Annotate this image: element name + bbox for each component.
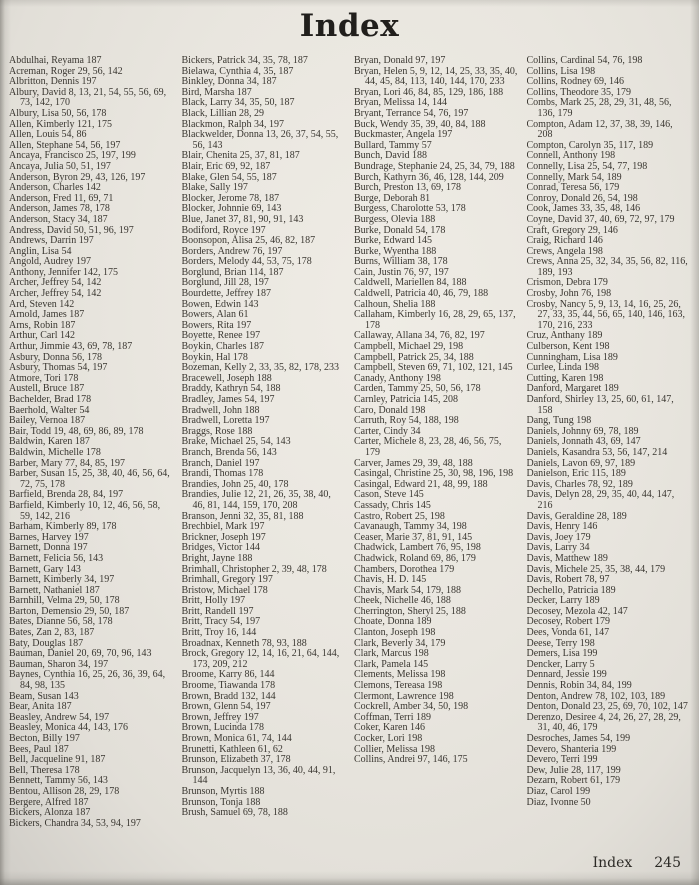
- index-entry: Brandies, John 25, 40, 178: [181, 478, 289, 490]
- index-entry: Decosey, Robert 179: [526, 616, 610, 628]
- index-entry: Callaway, Allana 34, 76, 82, 197: [354, 330, 485, 342]
- index-entry: Blair, Eric 69, 92, 187: [181, 160, 271, 172]
- index-entry: Connell, Anthony 198: [526, 150, 616, 162]
- index-entry: Bentou, Allison 28, 29, 178: [9, 785, 120, 797]
- index-entry: Black, Lillian 28, 29: [181, 107, 264, 119]
- index-entry: Brunson, Elizabeth 37, 178: [181, 754, 291, 766]
- index-entry: Compton, Carolyn 35, 117, 189: [526, 139, 654, 151]
- index-entry: Burge, Deborah 81: [354, 192, 431, 204]
- index-entry: Calhoun, Shelia 188: [354, 298, 436, 310]
- index-entry: Ancaya, Francisco 25, 197, 199: [9, 150, 136, 162]
- index-entry: Burch, Kathyrn 36, 46, 128, 144, 209: [354, 171, 504, 183]
- index-entry: Brunetti, Kathleen 61, 62: [181, 743, 283, 755]
- index-entry: Carter, Michele 8, 23, 28, 46, 56, 75, 179: [354, 436, 502, 458]
- index-entry: Campbell, Steven 69, 71, 102, 121, 145: [354, 362, 513, 374]
- index-entry: Daniels, Jonnath 43, 69, 147: [526, 436, 641, 448]
- index-entry: Danford, Shirley 13, 25, 60, 61, 147, 158: [526, 394, 674, 416]
- page-footer: [593, 855, 681, 871]
- index-entry: Collins, Lisa 198: [526, 65, 596, 77]
- index-entry: Clemons, Tereasa 198: [354, 680, 443, 692]
- index-entry: Chavis, Mark 54, 179, 188: [354, 584, 461, 596]
- index-entry: Broome, Karry 86, 144: [181, 669, 275, 681]
- index-entry: Derenzo, Desiree 4, 24, 26, 27, 28, 29, 31, 40, 46, 179: [526, 711, 681, 734]
- index-entry: Carver, James 29, 39, 48, 188: [354, 457, 473, 469]
- index-entry: Barnett, Nathaniel 187: [9, 584, 100, 596]
- index-entry: Brush, Samuel 69, 78, 188: [181, 807, 288, 819]
- index-entry: Anderson, Byron 29, 43, 126, 197: [9, 171, 146, 183]
- index-entry: Bowen, Edwin 143: [181, 298, 259, 310]
- index-entry: Anderson, James 78, 178: [9, 203, 110, 215]
- index-entry: Bryant, Terrance 54, 76, 197: [354, 107, 469, 119]
- index-entry: Canady, Anthony 198: [354, 372, 441, 384]
- index-entry: Anglin, Lisa 54: [9, 245, 72, 257]
- footer-section-label: Index: [592, 855, 633, 871]
- index-entry: Davis, Michele 25, 35, 38, 44, 179: [526, 563, 666, 575]
- index-entry: Culberson, Kent 198: [526, 341, 610, 353]
- index-column-3: [354, 56, 518, 845]
- index-entry: Asbury, Thomas 54, 197: [9, 362, 108, 374]
- index-entry: Bryan, Melissa 14, 144: [354, 97, 448, 109]
- index-entry: Broome, Tiawanda 178: [181, 680, 276, 692]
- index-entry: Collier, Melissa 198: [354, 743, 435, 755]
- index-entry: Burke, Edward 145: [354, 235, 433, 247]
- index-entry: Combs, Mark 25, 28, 29, 31, 48, 56, 136, 179: [526, 97, 672, 119]
- index-entry: Becton, Billy 197: [9, 733, 80, 744]
- index-entry: Barnett, Felicia 56, 143: [9, 552, 104, 564]
- index-entry: Burch, Preston 13, 69, 178: [354, 182, 461, 194]
- index-entry: Borglund, Jill 28, 197: [181, 277, 269, 289]
- index-entry: Carnley, Patricia 145, 208: [354, 394, 459, 405]
- index-entry: Albury, Lisa 50, 56, 178: [9, 107, 107, 119]
- index-entry: Diaz, Carol 199: [526, 785, 591, 797]
- index-entry: Carter, Cindy 34: [354, 425, 421, 437]
- index-entry: Caro, Donald 198: [354, 404, 426, 416]
- index-entry: Baldwin, Karen 187: [9, 436, 90, 448]
- index-entry: Bridges, Victor 144: [181, 542, 260, 554]
- index-entry: Borders, Andrew 76, 197: [181, 245, 283, 257]
- index-entry: Crosby, John 76, 198: [526, 288, 612, 300]
- index-entry: Cruz, Anthany 189: [526, 330, 603, 342]
- index-entry: Dees, Vonda 61, 147: [526, 627, 610, 639]
- index-entry: Crismon, Debra 179: [526, 277, 608, 289]
- index-entry: Davis, Joey 179: [526, 531, 591, 543]
- index-entry: Clark, Marcus 198: [354, 648, 429, 660]
- index-entry: Barnhill, Velma 29, 50, 178: [9, 595, 120, 607]
- index-entry: Caldwell, Mariellen 84, 188: [354, 277, 467, 289]
- index-entry: Baerhold, Walter 54: [9, 404, 90, 416]
- index-entry: Bryan, Helen 5, 9, 12, 14, 25, 33, 35, 40, 44, 45, 84, 113, 140, 144, 170, 233: [354, 65, 518, 88]
- index-entry: Davis, Henry 146: [526, 521, 598, 533]
- index-entry: Beasley, Monica 44, 143, 176: [9, 722, 129, 734]
- index-entry: Burns, William 38, 178: [354, 256, 448, 268]
- index-entry: Carden, Tammy 25, 50, 56, 178: [354, 383, 481, 395]
- index-entry: Barham, Kimberly 89, 178: [9, 521, 117, 533]
- index-entry: Archer, Jeffrey 54, 142: [9, 288, 102, 300]
- index-entry: Crews, Angela 198: [526, 245, 603, 257]
- index-entry: Davis, Delyn 28, 29, 35, 40, 44, 147, 216: [526, 489, 675, 511]
- index-entry: Decker, Larry 189: [526, 595, 600, 607]
- index-column-2: [182, 56, 346, 845]
- index-entry: Barber, Mary 77, 84, 85, 197: [9, 457, 125, 469]
- index-entry: Atmore, Tori 178: [9, 372, 79, 384]
- index-entry: Craft, Gregory 29, 146: [526, 224, 618, 236]
- index-entry: Conrad, Teresa 56, 179: [526, 182, 620, 194]
- index-entry: Bennett, Tammy 56, 143: [9, 775, 108, 787]
- index-entry: Boykin, Hal 178: [181, 351, 248, 363]
- index-entry: Brown, Monica 61, 74, 144: [181, 733, 292, 744]
- index-entry: Ancaya, Julia 50, 51, 197: [9, 160, 111, 172]
- index-entry: Britt, Randell 197: [181, 605, 254, 617]
- index-entry: Bristow, Michael 178: [181, 584, 268, 596]
- index-entry: Bickers, Patrick 34, 35, 78, 187: [181, 56, 308, 66]
- index-entry: Andrews, Darrin 197: [9, 235, 94, 247]
- index-entry: Arnold, James 187: [9, 309, 85, 321]
- index-entry: Brown, Bradd 132, 144: [181, 690, 276, 702]
- index-entry: Brown, Lucinda 178: [181, 722, 264, 734]
- index-entry: Dennis, Robin 34, 84, 199: [526, 680, 632, 692]
- index-entry: Bell, Theresa 178: [9, 764, 80, 776]
- index-entry: Bradwell, Loretta 197: [181, 415, 270, 427]
- index-entry: Crosby, Nancy 5, 9, 13, 14, 16, 25, 26, 27, 33, 35, 44, 56, 65, 140, 146, 163, 170, 216, 233: [526, 298, 685, 331]
- index-entry: Britt, Tracy 54, 197: [181, 616, 261, 628]
- index-entry: Arthur, Carl 142: [9, 330, 75, 342]
- index-entry: Brickner, Joseph 197: [181, 531, 266, 543]
- index-entry: Binkley, Donna 34, 187: [181, 76, 277, 88]
- index-entry: Brandies, Julie 12, 21, 26, 35, 38, 40, 46, 81, 144, 159, 170, 208: [181, 489, 331, 511]
- index-entry: Cocker, Lori 198: [354, 733, 423, 744]
- index-entry: Barnett, Kimberly 34, 197: [9, 574, 115, 586]
- index-entry: Brunson, Tonja 188: [181, 796, 261, 808]
- index-entry: Bourdette, Jeffrey 187: [181, 288, 272, 300]
- index-entry: Barnett, Gary 143: [9, 563, 81, 575]
- index-entry: Broadnax, Kenneth 78, 93, 188: [181, 637, 307, 649]
- index-entry: Daniels, Lavon 69, 97, 189: [526, 457, 636, 469]
- index-entry: Beam, Susan 143: [9, 690, 79, 702]
- index-columns: [9, 56, 690, 845]
- index-entry: Chadwick, Roland 69, 86, 179: [354, 552, 476, 564]
- index-entry: Blocker, Jerome 78, 187: [181, 192, 280, 204]
- index-entry: Brock, Gregory 12, 14, 16, 21, 64, 144, 173, 209, 212: [181, 648, 340, 670]
- index-entry: Choate, Donna 189: [354, 616, 432, 628]
- index-entry: Braggs, Rose 188: [181, 425, 253, 437]
- index-entry: Anderson, Charles 142: [9, 182, 101, 194]
- index-entry: Ard, Steven 142: [9, 298, 75, 310]
- index-entry: Bates, Dianne 56, 58, 178: [9, 616, 113, 628]
- index-entry: Desroches, James 54, 199: [526, 733, 631, 744]
- index-entry: Cutting, Karen 198: [526, 372, 604, 384]
- index-entry: Bozeman, Kelly 2, 33, 35, 82, 178, 233: [181, 362, 339, 374]
- index-entry: Bair, Todd 19, 48, 69, 86, 89, 178: [9, 425, 144, 437]
- index-entry: Baldwin, Michelle 178: [9, 446, 101, 458]
- index-entry: Bradley, James 54, 197: [181, 394, 275, 405]
- index-entry: Brunson, Jacquelyn 13, 36, 40, 44, 91, 144: [181, 764, 336, 787]
- index-entry: Beasley, Andrew 54, 197: [9, 711, 110, 723]
- index-entry: Brunson, Myrtis 188: [181, 785, 265, 797]
- index-entry: Conroy, Donald 26, 54, 198: [526, 192, 638, 204]
- index-entry: Acreman, Roger 29, 56, 142: [9, 65, 123, 77]
- index-entry: Cheek, Nichelle 46, 188: [354, 595, 451, 607]
- index-entry: Collins, Andrei 97, 146, 175: [354, 754, 468, 766]
- index-entry: Bodiford, Royce 197: [181, 224, 266, 236]
- page-title: Index: [299, 8, 400, 44]
- index-entry: Branch, Daniel 197: [181, 457, 260, 469]
- index-entry: Allen, Stephane 54, 56, 197: [9, 139, 121, 151]
- index-entry: Anderson, Fred 11, 69, 71: [9, 192, 114, 204]
- index-entry: Bird, Marsha 187: [181, 86, 252, 98]
- index-entry: Cassady, Chris 145: [354, 499, 431, 511]
- index-entry: Davis, Charles 78, 92, 189: [526, 478, 633, 490]
- index-entry: Blair, Chenita 25, 37, 81, 187: [181, 150, 300, 162]
- index-entry: Boyette, Renee 197: [181, 330, 261, 342]
- index-entry: Blackwelder, Donna 13, 26, 37, 54, 55, 56, 143: [181, 129, 339, 151]
- index-entry: Davis, Geraldine 28, 189: [526, 510, 627, 522]
- index-entry: Denton, Andrew 78, 102, 103, 189: [526, 690, 666, 702]
- index-entry: Asbury, Donna 56, 178: [9, 351, 102, 363]
- index-entry: Collins, Cardinal 54, 76, 198: [526, 56, 643, 66]
- index-entry: Barfield, Brenda 28, 84, 197: [9, 489, 124, 501]
- index-entry: Danielson, Eric 115, 189: [526, 468, 626, 480]
- index-entry: Cook, James 33, 35, 48, 146: [526, 203, 641, 215]
- index-entry: Bowers, Alan 61: [181, 309, 249, 321]
- index-entry: Demers, Lisa 199: [526, 648, 598, 660]
- index-entry: Britt, Holly 197: [181, 595, 246, 607]
- index-entry: Barnes, Harvey 197: [9, 531, 89, 543]
- index-entry: Davis, Robert 78, 97: [526, 574, 610, 586]
- index-entry: Dennard, Jessie 199: [526, 669, 607, 681]
- index-entry: Bates, Zan 2, 83, 187: [9, 627, 95, 639]
- index-entry: Carruth, Roy 54, 188, 198: [354, 415, 459, 427]
- index-entry: Brimhall, Gregory 197: [181, 574, 273, 586]
- index-entry: Blocker, Johnnie 69, 143: [181, 203, 282, 215]
- index-entry: Connelly, Lisa 25, 54, 77, 198: [526, 160, 648, 172]
- index-entry: Burgess, Charolotte 53, 178: [354, 203, 466, 215]
- index-entry: Campbell, Michael 29, 198: [354, 341, 464, 353]
- index-entry: Deese, Terry 198: [526, 637, 595, 649]
- index-entry: Brandi, Thomas 178: [181, 468, 264, 480]
- index-entry: Bear, Anita 187: [9, 701, 72, 713]
- index-entry: Collins, Theodore 35, 179: [526, 86, 632, 98]
- index-entry: Coyne, David 37, 40, 69, 72, 97, 179: [526, 213, 675, 225]
- index-entry: Clanton, Joseph 198: [354, 627, 436, 639]
- index-column-4: [527, 56, 691, 845]
- index-entry: Britt, Troy 16, 144: [181, 627, 257, 639]
- index-entry: Collins, Rodney 69, 146: [526, 76, 625, 88]
- index-entry: Baynes, Cynthia 16, 25, 26, 36, 39, 64, 84, 98, 135: [9, 669, 166, 692]
- index-entry: Clements, Melissa 198: [354, 669, 446, 681]
- index-entry: Crews, Anna 25, 32, 34, 35, 56, 82, 116, 189, 193: [526, 256, 688, 278]
- index-entry: Cavanaugh, Tammy 34, 198: [354, 521, 467, 533]
- index-entry: Diaz, Ivonne 50: [526, 796, 591, 808]
- footer-page-number: 245: [654, 855, 681, 871]
- index-entry: Dechello, Patricia 189: [526, 584, 616, 596]
- index-entry: Compton, Adam 12, 37, 38, 39, 146, 208: [526, 118, 673, 141]
- index-entry: Allen, Kimberly 121, 175: [9, 118, 113, 130]
- index-entry: Anderson, Stacy 34, 187: [9, 213, 108, 225]
- index-entry: Burke, Wyentha 188: [354, 245, 437, 257]
- index-entry: Bauman, Daniel 20, 69, 70, 96, 143: [9, 648, 152, 660]
- index-entry: Chambers, Dorothea 179: [354, 563, 455, 575]
- index-entry: Davis, Matthew 189: [526, 552, 608, 564]
- index-entry: Albury, David 8, 13, 21, 54, 55, 56, 69, 73, 142, 170: [9, 86, 167, 109]
- index-entry: Bauman, Sharon 34, 197: [9, 658, 109, 670]
- index-entry: Daniels, Kasandra 53, 56, 147, 214: [526, 446, 668, 458]
- index-entry: Brown, Glenn 54, 197: [181, 701, 271, 713]
- index-entry: Barton, Demensio 29, 50, 187: [9, 605, 130, 617]
- index-entry: Daniels, Johnny 69, 78, 189: [526, 425, 639, 437]
- index-entry: Branch, Brenda 56, 143: [181, 446, 277, 458]
- index-entry: Buck, Wendy 35, 39, 40, 84, 188: [354, 118, 486, 130]
- index-entry: Barber, Susan 15, 25, 38, 40, 46, 56, 64, 72, 75, 178: [9, 468, 170, 490]
- index-entry: Campbell, Patrick 25, 34, 188: [354, 351, 474, 363]
- index-entry: Bielawa, Cynthia 4, 35, 187: [181, 65, 294, 77]
- index-entry: Abdulhai, Reyama 187: [9, 56, 102, 66]
- index-entry: Austell, Bruce 187: [9, 383, 85, 395]
- index-entry: Barfield, Kimberly 10, 12, 46, 56, 58, 59, 142, 216: [9, 499, 161, 522]
- index-entry: Clark, Pamela 145: [354, 658, 429, 670]
- index-entry: Cason, Steve 145: [354, 489, 424, 501]
- index-entry: Dew, Julie 28, 117, 199: [526, 764, 621, 776]
- index-entry: Decosey, Mezola 42, 147: [526, 605, 628, 617]
- index-entry: Boonsopon, Alisa 25, 46, 82, 187: [181, 235, 316, 247]
- index-entry: Burgess, Olevia 188: [354, 213, 436, 225]
- index-entry: Davis, Larry 34: [526, 542, 590, 554]
- index-entry: Burke, Donald 54, 178: [354, 224, 446, 236]
- index-entry: Buckmaster, Angela 197: [354, 129, 453, 141]
- index-entry: Borders, Melody 44, 53, 75, 178: [181, 256, 312, 268]
- index-entry: Bergere, Alfred 187: [9, 796, 89, 808]
- index-entry: Curlee, Linda 198: [526, 362, 599, 374]
- index-entry: Boykin, Charles 187: [181, 341, 264, 353]
- index-entry: Blake, Sally 197: [181, 182, 248, 194]
- index-entry: Bowers, Rita 197: [181, 319, 252, 331]
- index-entry: Barnett, Donna 197: [9, 542, 88, 554]
- index-entry: Bradwell, John 188: [181, 404, 260, 416]
- index-entry: Chavis, H. D. 145: [354, 574, 427, 586]
- index-entry: Angold, Audrey 197: [9, 256, 91, 268]
- index-entry: Clermont, Lawrence 198: [354, 690, 454, 702]
- index-entry: Brechbiel, Mark 197: [181, 521, 265, 533]
- index-entry: Coker, Karen 146: [354, 722, 425, 734]
- index-entry: Arthur, Jimmie 43, 69, 78, 187: [9, 341, 133, 353]
- index-entry: Bunch, David 188: [354, 150, 428, 162]
- index-entry: Ceaser, Marie 37, 81, 91, 145: [354, 531, 473, 543]
- index-entry: Branson, Jenni 32, 35, 81, 188: [181, 510, 304, 522]
- index-entry: Cherrington, Sheryl 25, 188: [354, 605, 466, 617]
- index-entry: Baty, Douglas 187: [9, 637, 84, 649]
- index-entry: Cunningham, Lisa 189: [526, 351, 618, 363]
- index-entry: Connelly, Mark 54, 189: [526, 171, 622, 183]
- index-entry: Denton, Donald 23, 25, 69, 70, 102, 147: [526, 701, 688, 713]
- index-entry: Clark, Beverly 34, 179: [354, 637, 446, 649]
- index-entry: Blue, Janet 37, 81, 90, 91, 143: [181, 213, 304, 225]
- index-entry: Arns, Robin 187: [9, 319, 76, 331]
- index-entry: Black, Larry 34, 35, 50, 187: [181, 97, 295, 109]
- index-entry: Devero, Shanteria 199: [526, 743, 617, 755]
- index-entry: Danford, Margaret 189: [526, 383, 619, 395]
- index-entry: Coffman, Terri 189: [354, 711, 431, 723]
- index-entry: Bickers, Alonza 187: [9, 807, 91, 819]
- index-entry: Brimhall, Christopher 2, 39, 48, 178: [181, 563, 327, 575]
- index-entry: Andress, David 50, 51, 96, 197: [9, 224, 134, 236]
- index-column-1: [9, 56, 173, 845]
- index-entry: Casingal, Edward 21, 48, 99, 188: [354, 478, 488, 490]
- index-entry: Bailey, Vernoa 187: [9, 415, 86, 427]
- index-entry: Brake, Michael 25, 54, 143: [181, 436, 291, 448]
- index-entry: Anthony, Jennifer 142, 175: [9, 266, 119, 278]
- index-entry: Dang, Tung 198: [526, 415, 592, 427]
- index-entry: Bryan, Lori 46, 84, 85, 129, 186, 188: [354, 86, 504, 98]
- index-entry: Borglund, Brian 114, 187: [181, 266, 284, 278]
- index-entry: Blake, Glen 54, 55, 187: [181, 171, 277, 183]
- index-entry: Casingal, Christine 25, 30, 98, 196, 198: [354, 468, 514, 480]
- index-entry: Dezarn, Robert 61, 179: [526, 775, 621, 787]
- index-entry: Bachelder, Brad 178: [9, 394, 92, 405]
- index-entry: Dencker, Larry 5: [526, 658, 595, 670]
- index-entry: Blackmon, Ralph 34, 197: [181, 118, 284, 130]
- index-entry: Caldwell, Patricia 40, 46, 79, 188: [354, 288, 489, 300]
- index-entry: Bullard, Tammy 57: [354, 139, 432, 151]
- index-entry: Brown, Jeffrey 197: [181, 711, 259, 723]
- index-entry: Bickers, Chandra 34, 53, 94, 197: [9, 817, 141, 829]
- index-entry: Bright, Jayne 188: [181, 552, 253, 564]
- index-entry: Bundrage, Stephanie 24, 25, 34, 79, 188: [354, 160, 515, 172]
- index-entry: Chadwick, Lambert 76, 95, 198: [354, 542, 481, 554]
- index-entry: Allen, Louis 54, 86: [9, 129, 87, 141]
- index-entry: Braddy, Kathryn 54, 188: [181, 383, 281, 395]
- index-entry: Cockrell, Amber 34, 50, 198: [354, 701, 469, 713]
- index-entry: Cain, Justin 76, 97, 197: [354, 266, 449, 278]
- index-entry: Archer, Jeffrey 54, 142: [9, 277, 102, 289]
- index-entry: Albritton, Dennis 197: [9, 76, 97, 88]
- index-entry: Bracewell, Joseph 188: [181, 372, 272, 384]
- index-entry: Craig, Richard 146: [526, 235, 603, 247]
- index-entry: Bryan, Donald 97, 197: [354, 56, 446, 66]
- index-entry: Devero, Terri 199: [526, 754, 598, 766]
- index-entry: Castro, Robert 25, 198: [354, 510, 445, 522]
- index-entry: Callaham, Kimberly 16, 28, 29, 65, 137, 178: [354, 309, 516, 331]
- index-entry: Bees, Paul 187: [9, 743, 69, 755]
- index-entry: Bell, Jacqueline 91, 187: [9, 754, 106, 766]
